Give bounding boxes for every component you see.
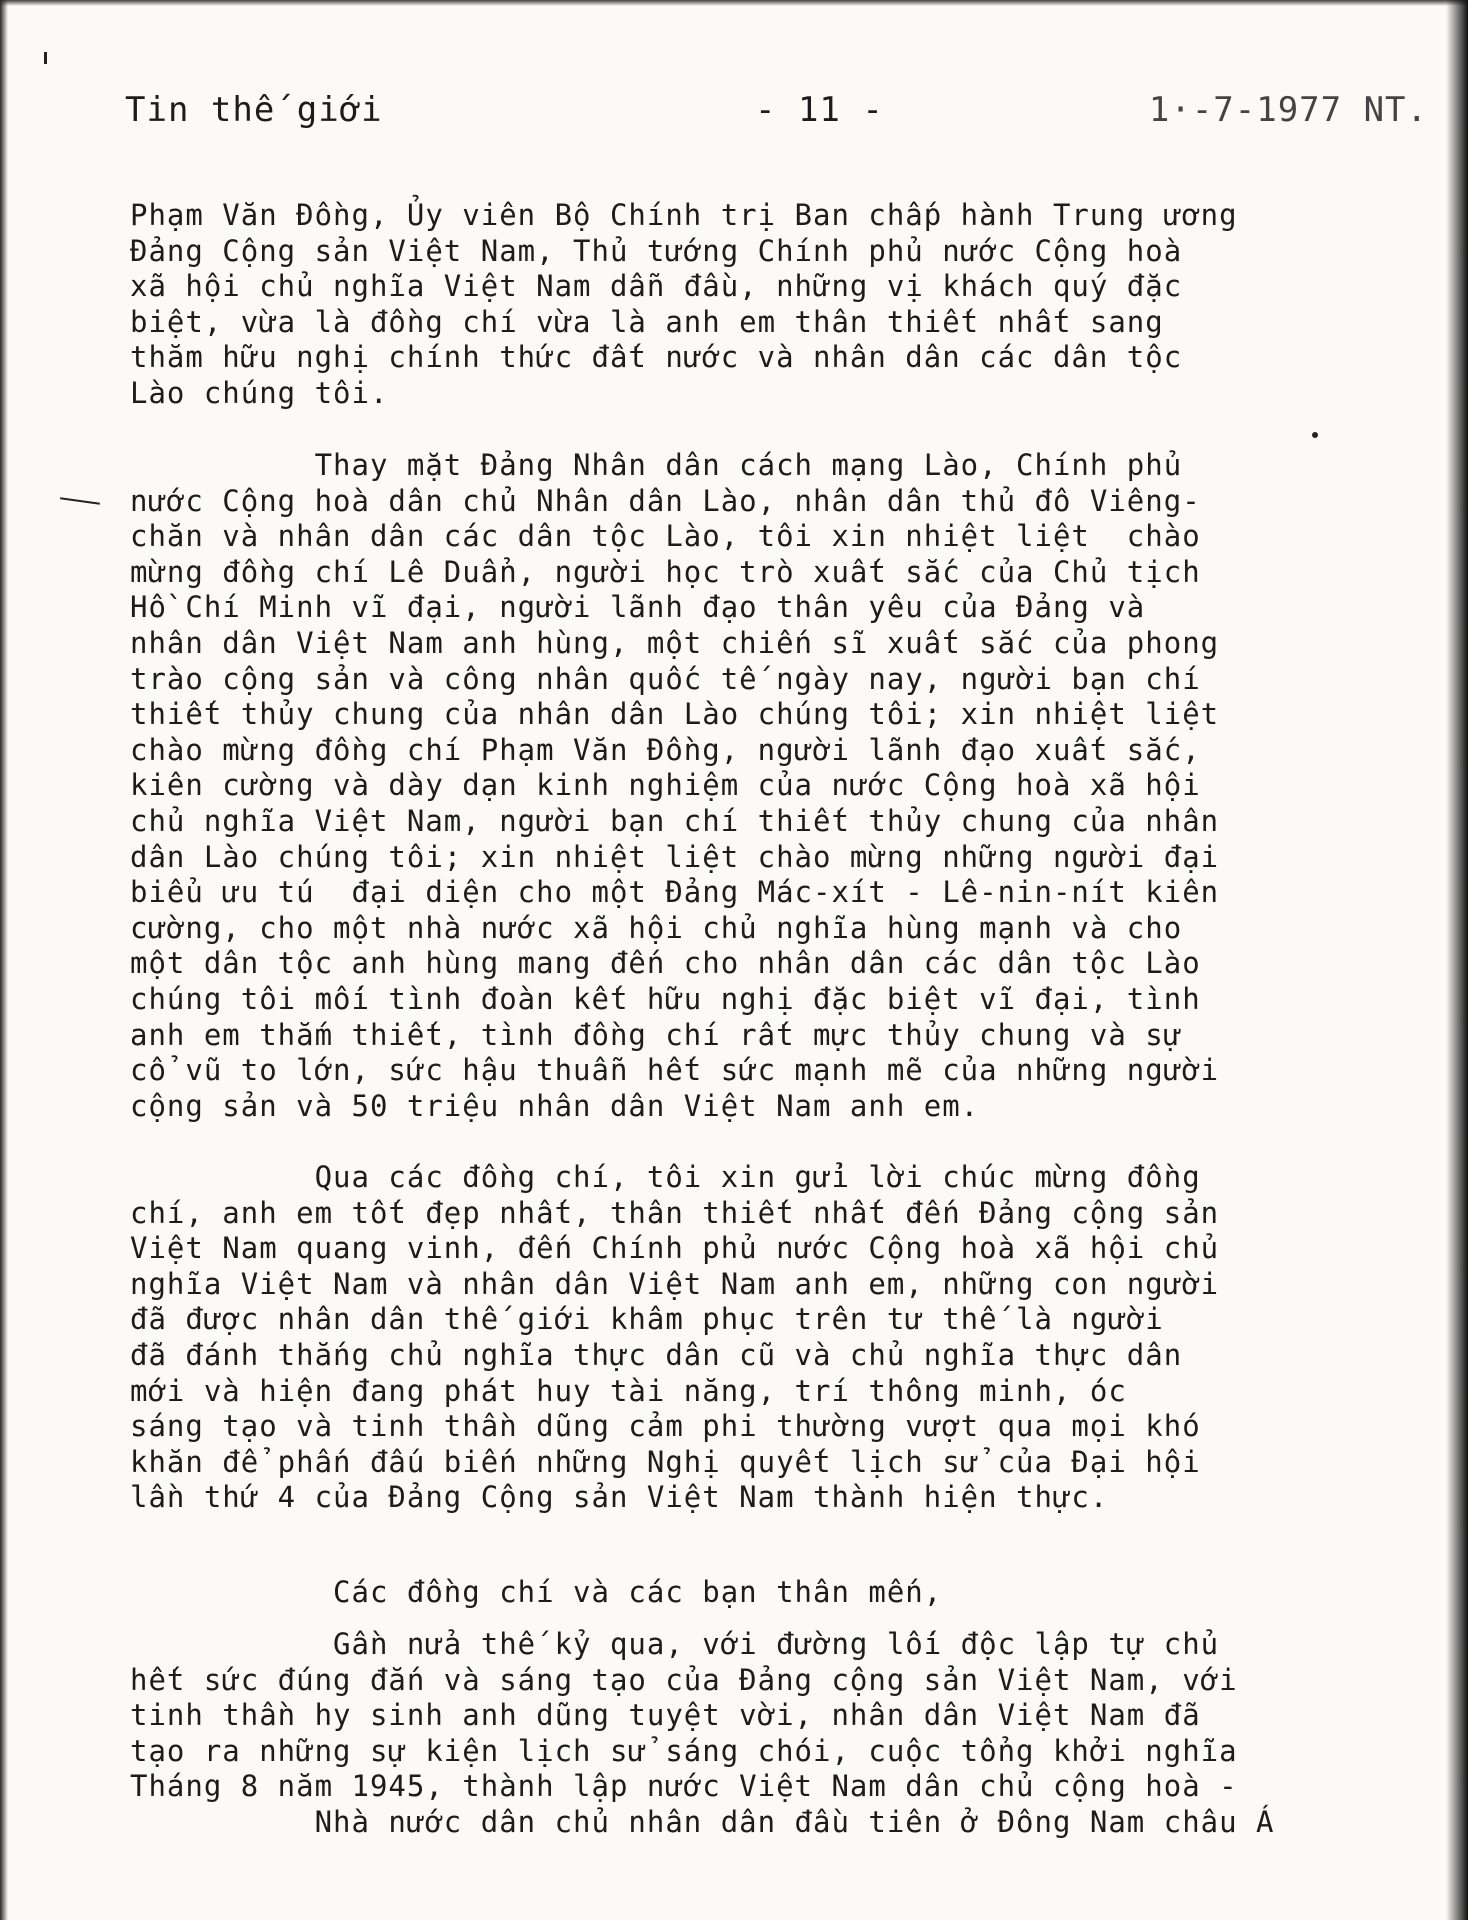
greeting-line: Các đồng chí và các bạn thân mến, bbox=[130, 1575, 943, 1609]
page-left-edge-shadow bbox=[0, 0, 8, 1920]
paragraph-3: Qua các đồng chí, tôi xin gửi lời chúc mừng đồng chí, anh em tốt đẹp nhất, thân thiết nhất đến Đảng cộng sản Việt Nam quang vinh, đến Chính phủ nước Cộng hoà xã hội chủ nghĩa Việt Nam và nhân dân Việt Nam anh em, những con người đã được nhân dân thế giới khâm phục trên tư thế là người đã đánh thắng chủ nghĩa thực dân cũ và chủ nghĩa thực dân mới và hiện đang phát huy tài năng, trí thông minh, óc sáng tạo và tinh thần dũng cảm phi thường vượt qua mọi khó khăn để phấn đấu biến những Nghị quyết lịch sử của Đại hội lần thứ 4 của Đảng Cộng sản Việt Nam thành hiện thực. bbox=[130, 1160, 1220, 1515]
paragraph-1: Phạm Văn Đồng, Ủy viên Bộ Chính trị Ban chấp hành Trung ương Đảng Cộng sản Việt Nam, Thủ tướng Chính phủ nước Cộng hoà xã hội chủ nghĩa Việt Nam dẫn đầu, những vị khách quý đặc biệt, vừa là đồng chí vừa là anh em thân thiết nhất sang thăm hữu nghị chính thức đất nước và nhân dân các dân tộc Lào chúng tôi. bbox=[130, 198, 1238, 410]
margin-scribble-mark bbox=[60, 497, 100, 505]
page-right-edge-shadow bbox=[1446, 0, 1468, 1920]
paragraph-4: Gần nửa thế kỷ qua, với đường lối độc lập tự chủ hết sức đúng đắn và sáng tạo của Đảng cộng sản Việt Nam, với tinh thần hy sinh anh dũng tuyệt vời, nhân dân Việt Nam đã tạo ra những sự kiện lịch sử sáng chói, cuộc tổng khởi nghĩa Tháng 8 năm 1945, thành lập nước Việt Nam dân chủ cộng hoà - Nhà nước dân chủ nhân dân đầu tiên ở Đông Nam châu Á bbox=[130, 1627, 1275, 1839]
paragraph-2: Thay mặt Đảng Nhân dân cách mạng Lào, Chính phủ nước Cộng hoà dân chủ Nhân dân Lào, nhân dân thủ đô Viêng- chăn và nhân dân các dân tộc Lào, tôi xin nhiệt liệt chào mừng đồng chí Lê Duẩn, người học trò xuất sắc của Chủ tịch Hồ Chí Minh vĩ đại, người lãnh đạo thân yêu của Đảng và nhân dân Việt Nam anh hùng, một chiến sĩ xuất sắc của phong trào cộng sản và công nhân quốc tế ngày nay, người bạn chí thiết thủy chung của nhân dân Lào chúng tôi; xin nhiệt liệt chào mừng đồng chí Phạm Văn Đồng, người lãnh đạo xuất sắc, kiên cường và dày dạn kinh nghiệm của nước Cộng hoà xã hội chủ nghĩa Việt Nam, người bạn chí thiết thủy chung của nhân dân Lào chúng tôi; xin nhiệt liệt chào mừng những người đại biểu ưu tú đại diện cho một Đảng Mác-xít - Lê-nin-nít kiên cường, cho một nhà nước xã hội chủ nghĩa hùng mạnh và cho một dân tộc anh hùng mang đến cho nhân dân các dân tộc Lào chúng tôi mối tình đoàn kết hữu nghị đặc biệt vĩ đại, tình anh em thắm thiết, tình đồng chí rất mực thủy chung và sự cổ vũ to lớn, sức hậu thuẫn hết sức mạnh mẽ của những người cộng sản và 50 triệu nhân dân Việt Nam anh em. bbox=[130, 448, 1220, 1123]
margin-tick-mark bbox=[44, 52, 47, 64]
ink-dot-mark bbox=[1312, 432, 1318, 438]
page-top-edge-shadow bbox=[0, 0, 1468, 6]
header-page-number: - 11 - bbox=[755, 90, 884, 130]
header-date-code: 1·-7-1977 NT. bbox=[1148, 90, 1428, 130]
page-header bbox=[125, 90, 1428, 134]
header-publication-title: Tin thế giới bbox=[125, 90, 383, 130]
